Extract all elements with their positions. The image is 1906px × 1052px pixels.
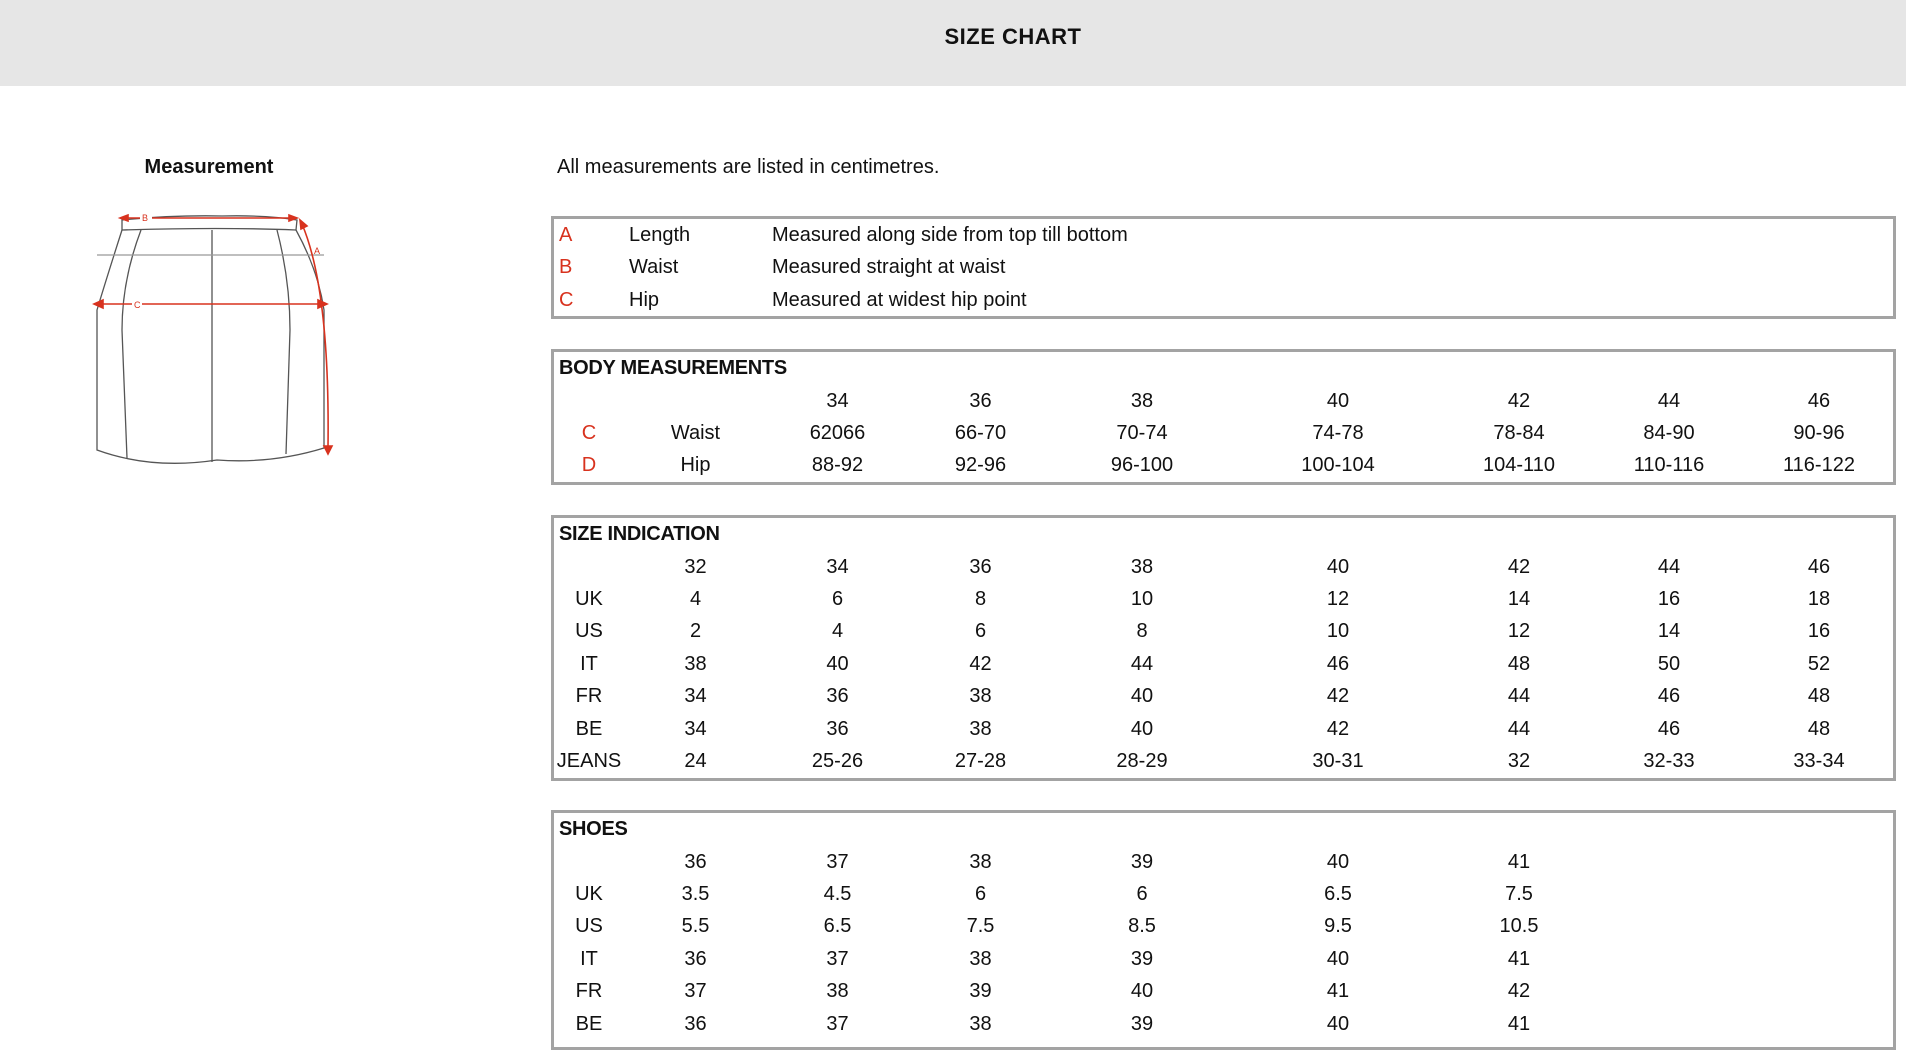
- empty-cell: [1745, 943, 1893, 975]
- empty-cell: [624, 384, 767, 416]
- shoe-size-value: 39: [1130, 1012, 1154, 1035]
- empty-cell: [1745, 975, 1893, 1007]
- size-row: [554, 615, 1893, 647]
- body-measurements-table: [551, 349, 1896, 485]
- region-label: US: [575, 915, 603, 938]
- shoe-size-value: 37: [826, 1012, 849, 1035]
- size-header: 46: [1807, 389, 1831, 412]
- size-header: 42: [1507, 555, 1531, 578]
- size-value: 40: [1130, 685, 1154, 708]
- shoe-size-value: 40: [1326, 947, 1350, 970]
- measurement-value: 84-90: [1643, 421, 1695, 444]
- region-label: BE: [575, 1012, 603, 1035]
- size-row: [554, 583, 1893, 615]
- region-label: IT: [580, 947, 598, 970]
- measurement-value: 62066: [809, 421, 866, 444]
- measurement-row: [554, 449, 1893, 481]
- size-value: 4: [831, 620, 844, 643]
- page-title: SIZE CHART: [944, 24, 1082, 49]
- size-value: 16: [1807, 620, 1831, 643]
- size-value: 36: [826, 717, 849, 740]
- size-header: 44: [1657, 555, 1681, 578]
- size-header-row: [554, 384, 1893, 416]
- size-value: 46: [1657, 685, 1681, 708]
- size-header: 38: [1130, 555, 1154, 578]
- empty-cell: [1593, 878, 1745, 910]
- shoe-size-value: 8.5: [1128, 915, 1156, 938]
- size-value: 44: [1130, 652, 1154, 675]
- measurement-value: 90-96: [1793, 421, 1845, 444]
- size-header: 44: [1657, 389, 1681, 412]
- shoe-size-value: 37: [826, 947, 849, 970]
- shoe-row: [554, 910, 1893, 942]
- size-value: 40: [1130, 717, 1154, 740]
- measurement-value: 88-92: [811, 454, 864, 477]
- size-value: 38: [969, 717, 992, 740]
- size-header: 38: [1130, 389, 1154, 412]
- shoe-size-value: 6: [974, 882, 987, 905]
- size-header: 41: [1507, 850, 1531, 873]
- shoe-size-value: 38: [826, 980, 849, 1003]
- measurement-value: 116-122: [1783, 454, 1855, 477]
- shoe-row: [554, 1007, 1893, 1039]
- legend-name: Waist: [629, 256, 679, 279]
- measurement-code: C: [581, 421, 597, 444]
- svg-text:C: C: [134, 300, 141, 310]
- region-label: UK: [575, 882, 603, 905]
- size-header: 42: [1507, 389, 1531, 412]
- size-header: 36: [969, 389, 992, 412]
- empty-cell: [1593, 1007, 1745, 1039]
- empty-cell: [554, 550, 624, 582]
- section-title-row: [554, 813, 1893, 845]
- size-header: 46: [1807, 555, 1831, 578]
- header-bar: [0, 0, 1906, 86]
- measurement-value: 104-110: [1483, 454, 1555, 477]
- size-value: 42: [969, 652, 992, 675]
- shoe-size-value: 10.5: [1499, 915, 1539, 938]
- shoe-row: [554, 878, 1893, 910]
- shoe-size-value: 41: [1326, 980, 1350, 1003]
- shoe-size-value: 9.5: [1324, 915, 1352, 938]
- empty-cell: [1745, 878, 1893, 910]
- legend-letter: A: [559, 224, 573, 247]
- size-header: 39: [1130, 850, 1154, 873]
- size-value: 32: [1507, 749, 1531, 772]
- size-value: 14: [1657, 620, 1681, 643]
- size-value: 46: [1657, 717, 1681, 740]
- shoe-size-value: 7.5: [966, 915, 995, 938]
- size-header-row: [554, 550, 1893, 582]
- size-row: [554, 680, 1893, 712]
- legend-name: Length: [629, 224, 691, 247]
- size-value: 14: [1507, 587, 1531, 610]
- legend-letter: C: [559, 288, 574, 311]
- size-header: 32: [684, 555, 707, 578]
- measurement-label: Waist: [670, 421, 721, 444]
- size-header: 40: [1326, 555, 1350, 578]
- size-header: 34: [826, 389, 849, 412]
- section-title-row: [554, 518, 1893, 550]
- size-value: 33-34: [1793, 749, 1845, 772]
- size-header: 40: [1326, 389, 1350, 412]
- size-value: 34: [684, 685, 707, 708]
- legend-description: Measured straight at waist: [772, 256, 1006, 279]
- region-label: UK: [575, 587, 603, 610]
- size-header-row: [554, 845, 1893, 877]
- shoe-size-value: 40: [1130, 980, 1154, 1003]
- size-value: 27-28: [954, 749, 1007, 772]
- size-value: 46: [1326, 652, 1350, 675]
- size-value: 12: [1326, 587, 1350, 610]
- size-value: 34: [684, 717, 707, 740]
- size-header: 34: [826, 555, 849, 578]
- units-note: All measurements are listed in centimetres.: [557, 156, 940, 178]
- empty-cell: [1593, 845, 1745, 877]
- shoe-size-value: 36: [684, 947, 707, 970]
- svg-text:B: B: [142, 213, 149, 223]
- measurement-value: 110-116: [1633, 454, 1705, 477]
- size-value: 18: [1807, 587, 1831, 610]
- size-value: 48: [1807, 717, 1831, 740]
- empty-cell: [1745, 910, 1893, 942]
- section-title: BODY MEASUREMENTS: [559, 357, 787, 380]
- size-header: 40: [1326, 850, 1350, 873]
- skirt-diagram: [92, 210, 338, 468]
- shoe-size-value: 39: [969, 980, 992, 1003]
- legend-row: [554, 219, 1893, 251]
- size-value: 30-31: [1312, 749, 1364, 772]
- shoes-table: [551, 810, 1896, 1050]
- measurement-value: 100-104: [1301, 454, 1375, 477]
- size-header: 36: [684, 850, 707, 873]
- size-value: 50: [1657, 652, 1681, 675]
- size-value: 42: [1326, 717, 1350, 740]
- size-value: 44: [1507, 717, 1531, 740]
- shoe-size-value: 40: [1326, 1012, 1350, 1035]
- shoe-size-value: 6.5: [1324, 882, 1352, 905]
- shoe-size-value: 36: [684, 1012, 707, 1035]
- measurement-legend: [551, 216, 1896, 319]
- section-title: SIZE INDICATION: [559, 523, 720, 546]
- empty-cell: [1745, 1007, 1893, 1039]
- region-label: US: [575, 620, 603, 643]
- section-title: SHOES: [559, 818, 628, 841]
- size-header: 37: [826, 850, 849, 873]
- size-value: 16: [1657, 587, 1681, 610]
- shoe-size-value: 7.5: [1505, 882, 1533, 905]
- size-row: [554, 648, 1893, 680]
- size-value: 10: [1326, 620, 1350, 643]
- shoe-row: [554, 943, 1893, 975]
- measurement-value: 96-100: [1110, 454, 1174, 477]
- size-value: 8: [1136, 620, 1148, 643]
- region-label: IT: [580, 652, 598, 675]
- size-header: 36: [969, 555, 992, 578]
- shoe-size-value: 6: [1136, 882, 1148, 905]
- region-label: BE: [575, 717, 603, 740]
- size-value: 38: [969, 685, 992, 708]
- empty-cell: [1593, 975, 1745, 1007]
- shoe-size-value: 39: [1130, 947, 1154, 970]
- size-row: [554, 745, 1893, 777]
- size-value: 52: [1807, 652, 1831, 675]
- shoe-size-value: 5.5: [681, 915, 710, 938]
- shoe-size-value: 38: [969, 1012, 992, 1035]
- shoe-size-value: 3.5: [681, 882, 710, 905]
- size-value: 28-29: [1116, 749, 1168, 772]
- region-label: FR: [575, 980, 603, 1003]
- size-value: 6: [974, 620, 987, 643]
- size-value: 40: [826, 652, 849, 675]
- size-header: 38: [969, 850, 992, 873]
- region-label: JEANS: [556, 749, 622, 772]
- empty-cell: [554, 384, 624, 416]
- size-value: 4: [689, 587, 702, 610]
- shoe-size-value: 6.5: [823, 915, 852, 938]
- size-row: [554, 712, 1893, 744]
- measurement-title: Measurement: [144, 156, 274, 178]
- size-value: 48: [1807, 685, 1831, 708]
- section-title-row: [554, 352, 1893, 384]
- shoe-size-value: 41: [1507, 1012, 1531, 1035]
- shoe-size-value: 41: [1507, 947, 1531, 970]
- measurement-row: [554, 417, 1893, 449]
- shoe-size-value: 38: [969, 947, 992, 970]
- empty-cell: [1745, 845, 1893, 877]
- measurement-label: Hip: [680, 454, 711, 477]
- svg-text:A: A: [314, 246, 321, 256]
- size-value: 6: [831, 587, 844, 610]
- size-value: 24: [684, 749, 707, 772]
- shoe-size-value: 4.5: [823, 882, 852, 905]
- shoe-row: [554, 975, 1893, 1007]
- region-label: FR: [575, 685, 603, 708]
- legend-letter: B: [559, 256, 573, 279]
- measurement-value: 66-70: [954, 421, 1007, 444]
- measurement-value: 74-78: [1312, 421, 1364, 444]
- legend-row: [554, 251, 1893, 283]
- size-value: 36: [826, 685, 849, 708]
- size-value: 32-33: [1643, 749, 1695, 772]
- legend-name: Hip: [629, 288, 660, 311]
- size-value: 8: [974, 587, 987, 610]
- size-indication-table: [551, 515, 1896, 781]
- measurement-value: 92-96: [954, 454, 1007, 477]
- measurement-code: D: [581, 454, 597, 477]
- size-value: 48: [1507, 652, 1531, 675]
- size-value: 25-26: [811, 749, 864, 772]
- shoe-size-value: 42: [1507, 980, 1531, 1003]
- empty-cell: [554, 845, 624, 877]
- legend-description: Measured at widest hip point: [772, 288, 1027, 311]
- legend-description: Measured along side from top till bottom: [772, 224, 1128, 247]
- empty-cell: [1593, 910, 1745, 942]
- legend-row: [554, 284, 1893, 316]
- size-value: 44: [1507, 685, 1531, 708]
- measurement-value: 78-84: [1493, 421, 1545, 444]
- size-value: 10: [1130, 587, 1154, 610]
- size-value: 42: [1326, 685, 1350, 708]
- shoe-size-value: 37: [684, 980, 707, 1003]
- measurement-value: 70-74: [1116, 421, 1168, 444]
- empty-cell: [1593, 943, 1745, 975]
- size-value: 12: [1507, 620, 1531, 643]
- size-value: 2: [689, 620, 702, 643]
- size-value: 38: [684, 652, 707, 675]
